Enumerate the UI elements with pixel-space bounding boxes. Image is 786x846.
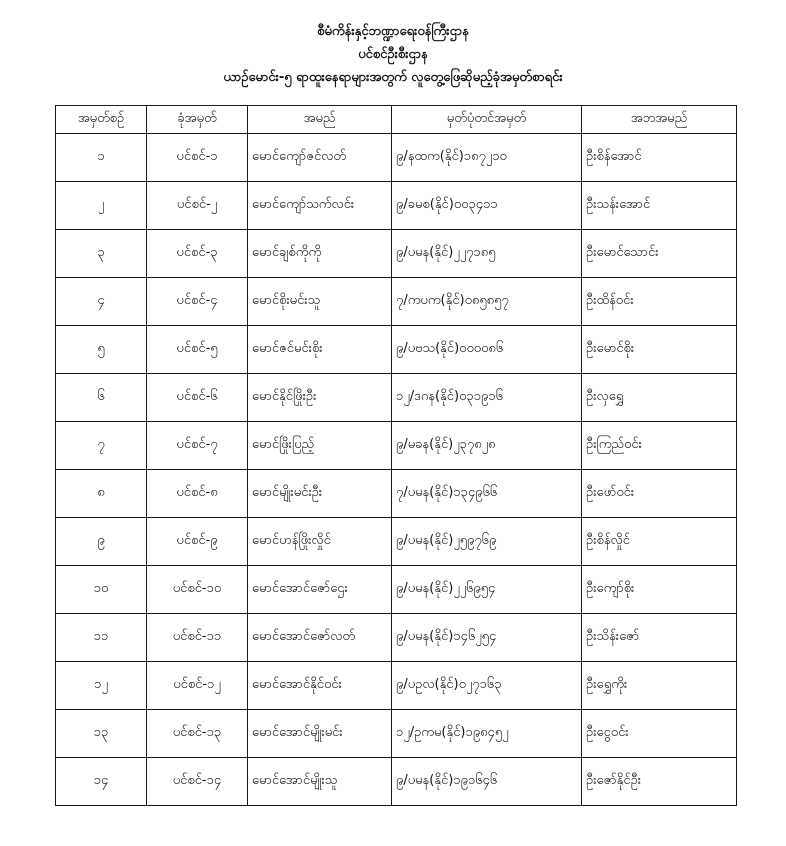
table-row bbox=[56, 278, 737, 326]
table-row bbox=[56, 710, 737, 758]
table-row bbox=[56, 326, 737, 374]
ministry-title: စီမံကိန်းနှင့်ဘဏ္ဍာရေးဝန်ကြီးဌာန bbox=[317, 24, 469, 39]
serial-cell: ၂ bbox=[56, 182, 147, 230]
serial-cell: ၉ bbox=[56, 518, 147, 566]
candidate-name-cell: မောင်ဖြိုးပြည့် bbox=[248, 422, 392, 470]
seat-number-cell: ပင်စင်-၈ bbox=[147, 470, 248, 518]
table-row bbox=[56, 518, 737, 566]
nrc-cell: ၉/ပမန(နိုင်)၁၉၁၆၄၆ bbox=[392, 758, 582, 806]
table-row bbox=[56, 422, 737, 470]
seat-number-cell: ပင်စင်-၁၀ bbox=[147, 566, 248, 614]
column-header-father: အဘအမည် bbox=[582, 106, 737, 134]
father-name-cell: ဦးကြည်ဝင်း bbox=[582, 422, 737, 470]
candidate-name-cell: မောင်ကျော်သက်လင်း bbox=[248, 182, 392, 230]
serial-cell: ၆ bbox=[56, 374, 147, 422]
department-title: ပင်စင်ဦးစီးဌာန bbox=[358, 47, 428, 62]
serial-cell: ၁၂ bbox=[56, 662, 147, 710]
serial-cell: ၁ bbox=[56, 134, 147, 182]
seat-number-cell: ပင်စင်-၇ bbox=[147, 422, 248, 470]
serial-cell: ၁၀ bbox=[56, 566, 147, 614]
column-header-name: အမည် bbox=[248, 106, 392, 134]
nrc-cell: ၉/ခမစ(နိုင်)၀၀၃၄၁၁ bbox=[392, 182, 582, 230]
table-row bbox=[56, 230, 737, 278]
candidate-name-cell: မောင်ဟန်ဖြိုးလှိုင် bbox=[248, 518, 392, 566]
table-body bbox=[56, 134, 737, 806]
candidate-name-cell: မောင်နိုင်ဖြိုးဦး bbox=[248, 374, 392, 422]
document-header bbox=[0, 20, 786, 89]
candidate-name-cell: မောင်အောင်ဇော်လတ် bbox=[248, 614, 392, 662]
seat-number-cell: ပင်စင်-၁ bbox=[147, 134, 248, 182]
father-name-cell: ဦးရွှေကိုး bbox=[582, 662, 737, 710]
table-row bbox=[56, 374, 737, 422]
nrc-cell: ၁၂/ဒဂန(နိုင်)၀၃၁၉၁၆ bbox=[392, 374, 582, 422]
table-row bbox=[56, 566, 737, 614]
table-row bbox=[56, 614, 737, 662]
father-name-cell: ဦးသန်းအောင် bbox=[582, 182, 737, 230]
table-row bbox=[56, 470, 737, 518]
nrc-cell: ၉/ပဥလ(နိုင်)၀၂၇၁၆၃ bbox=[392, 662, 582, 710]
candidate-name-cell: မောင်အောင်မျိုးမင်း bbox=[248, 710, 392, 758]
seat-number-cell: ပင်စင်-၁၁ bbox=[147, 614, 248, 662]
father-name-cell: ဦးစိန်လှိုင် bbox=[582, 518, 737, 566]
candidate-name-cell: မောင်ချစ်ကိုကို bbox=[248, 230, 392, 278]
father-name-cell: ဦးငွေဝင်း bbox=[582, 710, 737, 758]
serial-cell: ၃ bbox=[56, 230, 147, 278]
serial-cell: ၁၄ bbox=[56, 758, 147, 806]
table-header-row bbox=[56, 106, 737, 134]
table-row bbox=[56, 758, 737, 806]
nrc-cell: ၉/ပမန(နိုင်)၂၂၆၉၅၄ bbox=[392, 566, 582, 614]
seat-number-cell: ပင်စင်-၂ bbox=[147, 182, 248, 230]
candidate-name-cell: မောင်မျိုးမင်းဦး bbox=[248, 470, 392, 518]
column-header-serial: အမှတ်စဉ် bbox=[56, 106, 147, 134]
seat-number-cell: ပင်စင်-၄ bbox=[147, 278, 248, 326]
nrc-cell: ၉/ပဗသ(နိုင်)၀၀၀၀၈၆ bbox=[392, 326, 582, 374]
seat-number-cell: ပင်စင်-၆ bbox=[147, 374, 248, 422]
nrc-cell: ၁၂/ဥကမ(နိုင်)၁၉၈၄၅၂ bbox=[392, 710, 582, 758]
serial-cell: ၁၃ bbox=[56, 710, 147, 758]
father-name-cell: ဦးသိန်းဇော် bbox=[582, 614, 737, 662]
column-header-seat: ခုံအမှတ် bbox=[147, 106, 248, 134]
father-name-cell: ဦးကျော်စိုး bbox=[582, 566, 737, 614]
candidate-name-cell: မောင်ဇင်မင်းစိုး bbox=[248, 326, 392, 374]
father-name-cell: ဦးဖော်ဝင်း bbox=[582, 470, 737, 518]
father-name-cell: ဦးဇော်နိုင်ဦး bbox=[582, 758, 737, 806]
nrc-cell: ၇/ပမန(နိုင်)၁၃၄၉၆၆ bbox=[392, 470, 582, 518]
list-title: ယာဉ်မောင်း-၅ ရာထူးနေရာများအတွက် လူတွေ့ဖြေဆိုမည့်ခုံအမှတ်စာရင်း bbox=[223, 70, 563, 85]
seat-number-cell: ပင်စင်-၉ bbox=[147, 518, 248, 566]
serial-cell: ၄ bbox=[56, 278, 147, 326]
father-name-cell: ဦးမောင်သောင်း bbox=[582, 230, 737, 278]
seat-number-cell: ပင်စင်-၅ bbox=[147, 326, 248, 374]
nrc-cell: ၉/ပမန(နိုင်)၂၂၇၁၈၅ bbox=[392, 230, 582, 278]
father-name-cell: ဦးလှရွှေ bbox=[582, 374, 737, 422]
nrc-cell: ၇/ကပက(နိုင်)၀၈၅၈၅၇ bbox=[392, 278, 582, 326]
serial-cell: ၇ bbox=[56, 422, 147, 470]
candidate-name-cell: မောင်အောင်နိုင်ဝင်း bbox=[248, 662, 392, 710]
table-row bbox=[56, 662, 737, 710]
candidate-name-cell: မောင်ကျော်ဇင်လတ် bbox=[248, 134, 392, 182]
nrc-cell: ၉/နထက(နိုင်)၁၈၇၂၁၀ bbox=[392, 134, 582, 182]
seat-number-cell: ပင်စင်-၁၄ bbox=[147, 758, 248, 806]
candidate-name-cell: မောင်အောင်ဇော်ဌေး bbox=[248, 566, 392, 614]
seat-number-cell: ပင်စင်-၃ bbox=[147, 230, 248, 278]
table-row bbox=[56, 134, 737, 182]
serial-cell: ၁၁ bbox=[56, 614, 147, 662]
seat-number-table bbox=[55, 105, 737, 806]
column-header-nrc: မှတ်ပုံတင်အမှတ် bbox=[392, 106, 582, 134]
father-name-cell: ဦးမောင်စိုး bbox=[582, 326, 737, 374]
father-name-cell: ဦးစိန်အောင် bbox=[582, 134, 737, 182]
seat-number-cell: ပင်စင်-၁၃ bbox=[147, 710, 248, 758]
table-row bbox=[56, 182, 737, 230]
candidate-name-cell: မောင်အောင်မျိုးသူ bbox=[248, 758, 392, 806]
candidate-name-cell: မောင်စိုးမင်းသူ bbox=[248, 278, 392, 326]
nrc-cell: ၉/ပမန(နိုင်)၂၅၉၇၆၉ bbox=[392, 518, 582, 566]
nrc-cell: ၉/မခန(နိုင်)၂၃၇၈၂၈ bbox=[392, 422, 582, 470]
serial-cell: ၈ bbox=[56, 470, 147, 518]
seat-number-cell: ပင်စင်-၁၂ bbox=[147, 662, 248, 710]
father-name-cell: ဦးထိန်ဝင်း bbox=[582, 278, 737, 326]
nrc-cell: ၉/ပမန(နိုင်)၁၄၆၂၅၄ bbox=[392, 614, 582, 662]
serial-cell: ၅ bbox=[56, 326, 147, 374]
